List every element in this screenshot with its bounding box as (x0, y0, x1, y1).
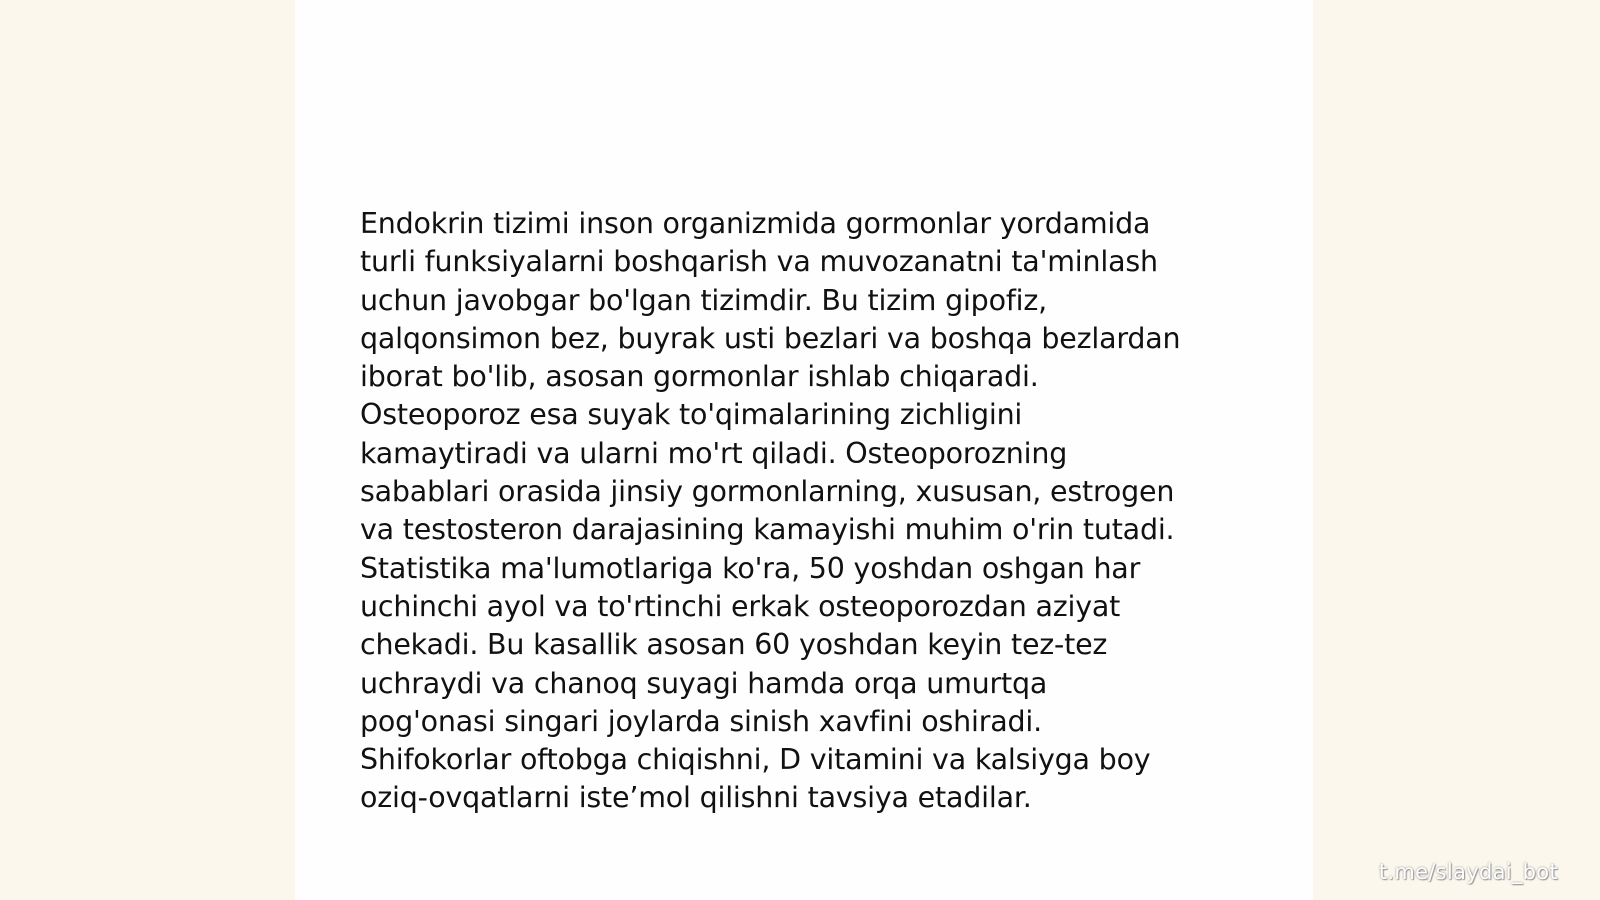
paragraph-line-12: chekadi. Bu kasallik asosan 60 yoshdan keyin tez-tez (360, 628, 1108, 662)
paragraph-line-16: oziq-ovqatlarni iste’mol qilishni tavsiya etadilar. (360, 781, 1032, 815)
paragraph-line-4: qalqonsimon bez, buyrak usti bezlari va boshqa bezlardan (360, 321, 1181, 355)
paragraph-line-13: uchraydi va chanoq suyagi hamda orqa umurtqa (360, 666, 1048, 700)
paragraph-line-2: turli funksiyalarni boshqarish va muvozanatni ta'minlash (360, 245, 1158, 279)
body-paragraph (360, 205, 1260, 818)
paragraph-line-10: Statistika ma'lumotlariga ko'ra, 50 yoshdan oshgan har (360, 551, 1141, 585)
paragraph-line-6: Osteoporoz esa suyak to'qimalarining zichligini (360, 398, 1023, 432)
paragraph-line-14: pog'onasi singari joylarda sinish xavfini oshiradi. (360, 704, 1042, 738)
paragraph-line-9: va testosteron darajasining kamayishi muhim o'rin tutadi. (360, 513, 1175, 547)
watermark-link: t.me/slaydai_bot (1378, 860, 1558, 884)
paragraph-line-15: Shifokorlar oftobga chiqishni, D vitamini va kalsiyga boy (360, 743, 1151, 777)
paragraph-line-1: Endokrin tizimi inson organizmida gormonlar yordamida (360, 207, 1151, 240)
paragraph-line-8: sabablari orasida jinsiy gormonlarning, xususan, estrogen (360, 475, 1175, 509)
paragraph-line-3: uchun javobgar bo'lgan tizimdir. Bu tizim gipofiz, (360, 283, 1047, 317)
paragraph-line-11: uchinchi ayol va to'rtinchi erkak osteoporozdan aziyat (360, 589, 1121, 623)
paragraph-line-7: kamaytiradi va ularni mo'rt qiladi. Osteoporozning (360, 436, 1068, 470)
paragraph-line-5: iborat bo'lib, asosan gormonlar ishlab chiqaradi. (360, 360, 1039, 394)
